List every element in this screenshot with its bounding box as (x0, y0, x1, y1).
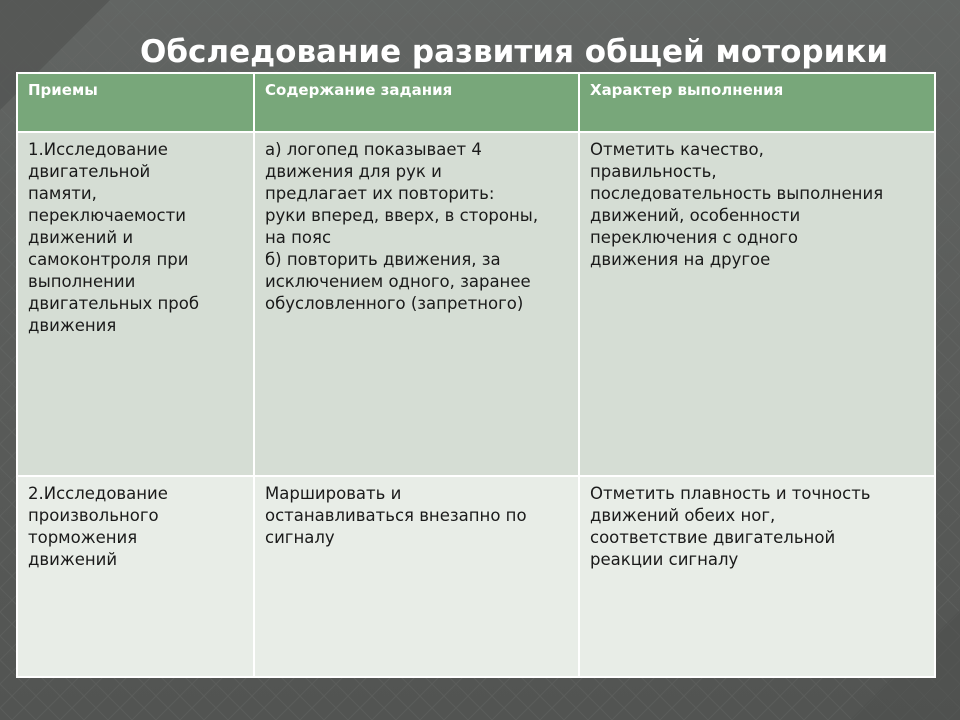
cell-text: 1.Исследование двигательной памяти, переключаемости движений и самоконтроля при выполнении двигательных проб движения (28, 140, 200, 335)
table-cell (17, 132, 254, 476)
cell-text: Маршировать и останавливаться внезапно по сигналу (265, 484, 527, 547)
cell-text: 2.Исследование произвольного торможения движений (28, 484, 168, 569)
slide-title: Обследование развития общей моторики (140, 34, 889, 70)
column-header-task-content: Содержание задания (254, 73, 579, 132)
table-row (17, 132, 935, 476)
assessment-table-container (16, 72, 934, 678)
table-cell (254, 132, 579, 476)
table-cell (17, 476, 254, 677)
table-cell (579, 476, 935, 677)
table-row (17, 476, 935, 677)
table-header-row (17, 73, 935, 132)
table-cell (254, 476, 579, 677)
cell-text: Отметить качество, правильность, последовательность выполнения движений, особенности переключения с одного движения на другое (590, 140, 884, 269)
column-header-performance: Характер выполнения (579, 73, 935, 132)
cell-text: а) логопед показывает 4 движения для рук и предлагает их повторить: руки вперед, вверх, в стороны, на пояс б) повторить движения, за исключением одного, заранее обусловленного (запретного) (265, 140, 539, 313)
assessment-table (16, 72, 936, 678)
table-cell (579, 132, 935, 476)
column-header-methods: Приемы (17, 73, 254, 132)
cell-text: Отметить плавность и точность движений обеих ног, соответствие двигательной реакции сигналу (590, 484, 871, 569)
